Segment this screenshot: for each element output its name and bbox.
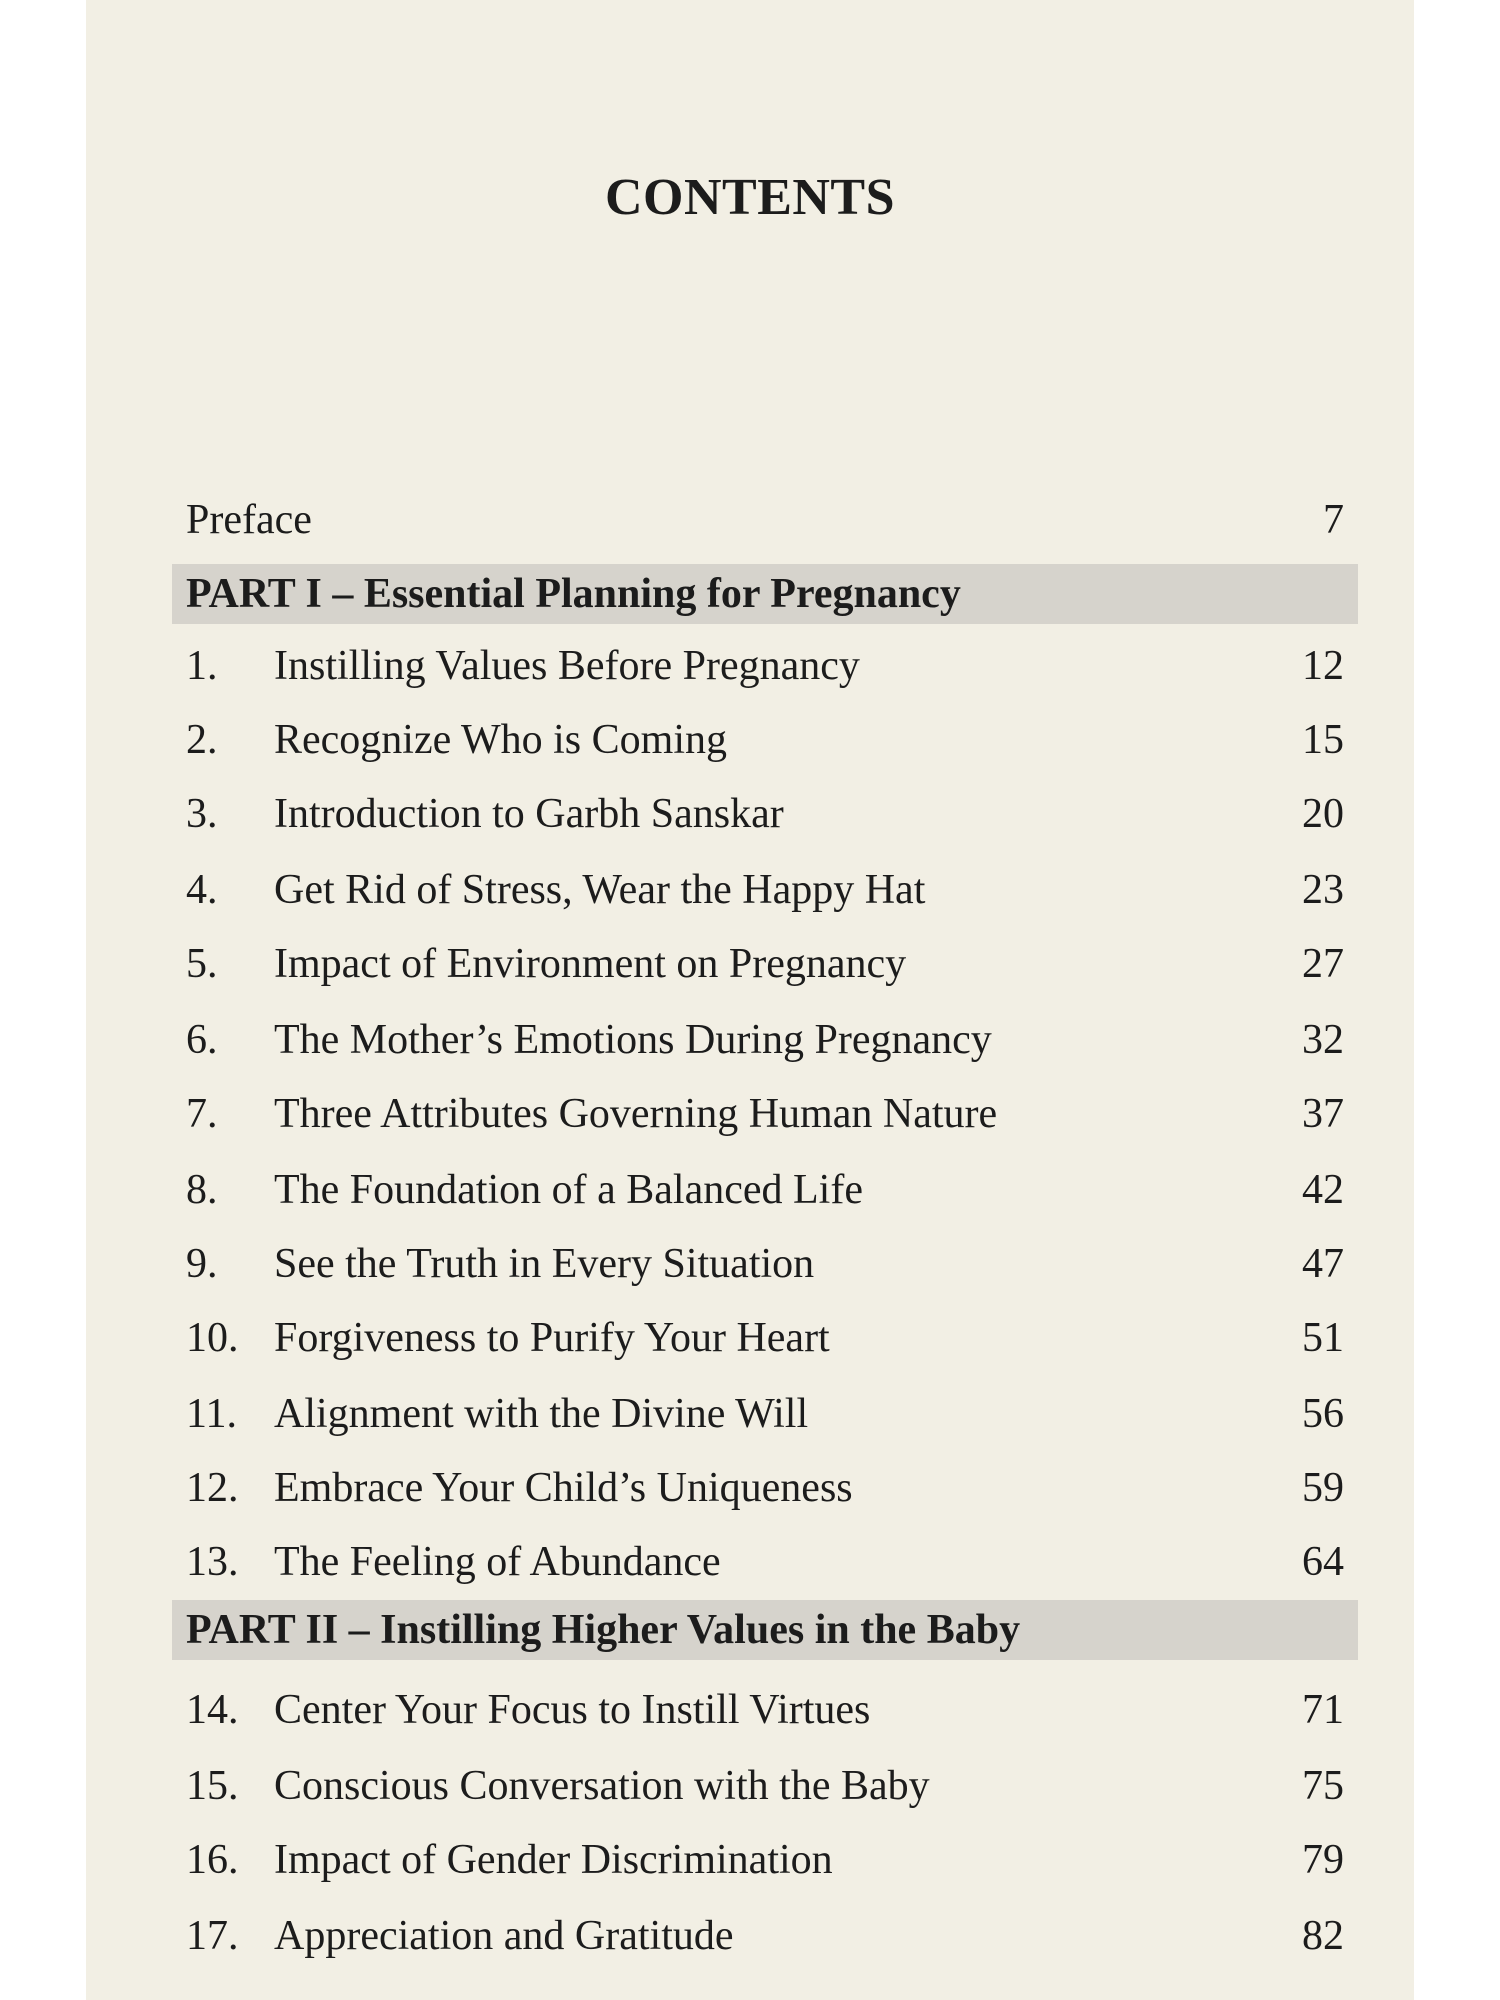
toc-entry bbox=[86, 1680, 1344, 1740]
toc-entry-number: 11. bbox=[186, 1391, 237, 1437]
toc-entry-title: The Mother’s Emotions During Pregnancy bbox=[274, 1017, 992, 1063]
toc-entry bbox=[86, 860, 1344, 920]
toc-entry-page: 47 bbox=[1302, 1241, 1344, 1287]
toc-entry-number: 4. bbox=[186, 867, 218, 913]
toc-entry-title: The Foundation of a Balanced Life bbox=[274, 1167, 863, 1213]
toc-entry-title: Instilling Values Before Pregnancy bbox=[274, 643, 860, 689]
toc-entry-page: 75 bbox=[1302, 1763, 1344, 1809]
toc-entry-number: 1. bbox=[186, 643, 218, 689]
toc-entry bbox=[86, 636, 1344, 696]
toc-entry-number: 5. bbox=[186, 941, 218, 987]
toc-entry-title: The Feeling of Abundance bbox=[274, 1539, 721, 1585]
toc-entry-number: 14. bbox=[186, 1687, 239, 1733]
toc-entry-number: 3. bbox=[186, 791, 218, 837]
book-page bbox=[86, 0, 1414, 2000]
toc-entry-title: Introduction to Garbh Sanskar bbox=[274, 791, 784, 837]
toc-entry-title: Impact of Gender Discrimination bbox=[274, 1837, 833, 1883]
toc-entry bbox=[86, 1830, 1344, 1890]
toc-entry-page: 42 bbox=[1302, 1167, 1344, 1213]
toc-entry bbox=[86, 1084, 1344, 1144]
toc-entry-title: Conscious Conversation with the Baby bbox=[274, 1763, 930, 1809]
toc-entry-title: Appreciation and Gratitude bbox=[274, 1913, 734, 1959]
toc-entry-number: 15. bbox=[186, 1763, 239, 1809]
toc-entry bbox=[86, 1308, 1344, 1368]
toc-entry bbox=[86, 1384, 1344, 1444]
part-title: PART II – Instilling Higher Values in the Baby bbox=[186, 1607, 1021, 1653]
toc-entry-title: Embrace Your Child’s Uniqueness bbox=[274, 1465, 853, 1511]
page-title: CONTENTS bbox=[604, 169, 896, 226]
toc-entry bbox=[86, 1906, 1344, 1966]
part-title: PART I – Essential Planning for Pregnancy bbox=[186, 571, 961, 617]
toc-entry-page: 7 bbox=[1323, 497, 1344, 543]
part-header bbox=[172, 564, 1358, 624]
toc-entry bbox=[86, 1532, 1344, 1592]
toc-entry-title: Impact of Environment on Pregnancy bbox=[274, 941, 907, 987]
toc-entry-number: 6. bbox=[186, 1017, 218, 1063]
toc-entry-title: Recognize Who is Coming bbox=[274, 717, 727, 763]
toc-entry-page: 32 bbox=[1302, 1017, 1344, 1063]
toc-entry bbox=[86, 934, 1344, 994]
toc-entry-number: 10. bbox=[186, 1315, 239, 1361]
toc-entry-title: Get Rid of Stress, Wear the Happy Hat bbox=[274, 867, 926, 913]
toc-entry-page: 82 bbox=[1302, 1913, 1344, 1959]
toc-entry bbox=[86, 1458, 1344, 1518]
toc-entry-page: 79 bbox=[1302, 1837, 1344, 1883]
toc-entry-title: Center Your Focus to Instill Virtues bbox=[274, 1687, 871, 1733]
toc-entry-number: 7. bbox=[186, 1091, 218, 1137]
toc-entry bbox=[86, 1234, 1344, 1294]
toc-entry-page: 59 bbox=[1302, 1465, 1344, 1511]
toc-entry-number: 16. bbox=[186, 1837, 239, 1883]
toc-entry-page: 71 bbox=[1302, 1687, 1344, 1733]
toc-entry-number: 12. bbox=[186, 1465, 239, 1511]
toc-entry-page: 27 bbox=[1302, 941, 1344, 987]
toc-entry-page: 56 bbox=[1302, 1391, 1344, 1437]
toc-entry-page: 23 bbox=[1302, 867, 1344, 913]
toc-entry-title: Three Attributes Governing Human Nature bbox=[274, 1091, 998, 1137]
toc-entry-page: 37 bbox=[1302, 1091, 1344, 1137]
toc-entry-title: Alignment with the Divine Will bbox=[274, 1391, 809, 1437]
toc-entry-page: 20 bbox=[1302, 791, 1344, 837]
toc-entry-preface bbox=[86, 490, 1344, 550]
toc-entry bbox=[86, 784, 1344, 844]
toc-entry-number: 2. bbox=[186, 717, 218, 763]
toc-entry-number: 17. bbox=[186, 1913, 239, 1959]
toc-entry-number: 8. bbox=[186, 1167, 218, 1213]
toc-entry-page: 64 bbox=[1302, 1539, 1344, 1585]
toc-entry bbox=[86, 1160, 1344, 1220]
toc-entry-title: Preface bbox=[186, 497, 312, 543]
toc-entry bbox=[86, 1756, 1344, 1816]
toc-entry-page: 51 bbox=[1302, 1315, 1344, 1361]
toc-entry-number: 13. bbox=[186, 1539, 239, 1585]
part-header bbox=[172, 1600, 1358, 1660]
toc-entry-title: See the Truth in Every Situation bbox=[274, 1241, 815, 1287]
toc-entry-title: Forgiveness to Purify Your Heart bbox=[274, 1315, 830, 1361]
toc-entry-page: 15 bbox=[1302, 717, 1344, 763]
toc-entry bbox=[86, 710, 1344, 770]
toc-entry-number: 9. bbox=[186, 1241, 218, 1287]
toc-entry bbox=[86, 1010, 1344, 1070]
toc-entry-page: 12 bbox=[1302, 643, 1344, 689]
